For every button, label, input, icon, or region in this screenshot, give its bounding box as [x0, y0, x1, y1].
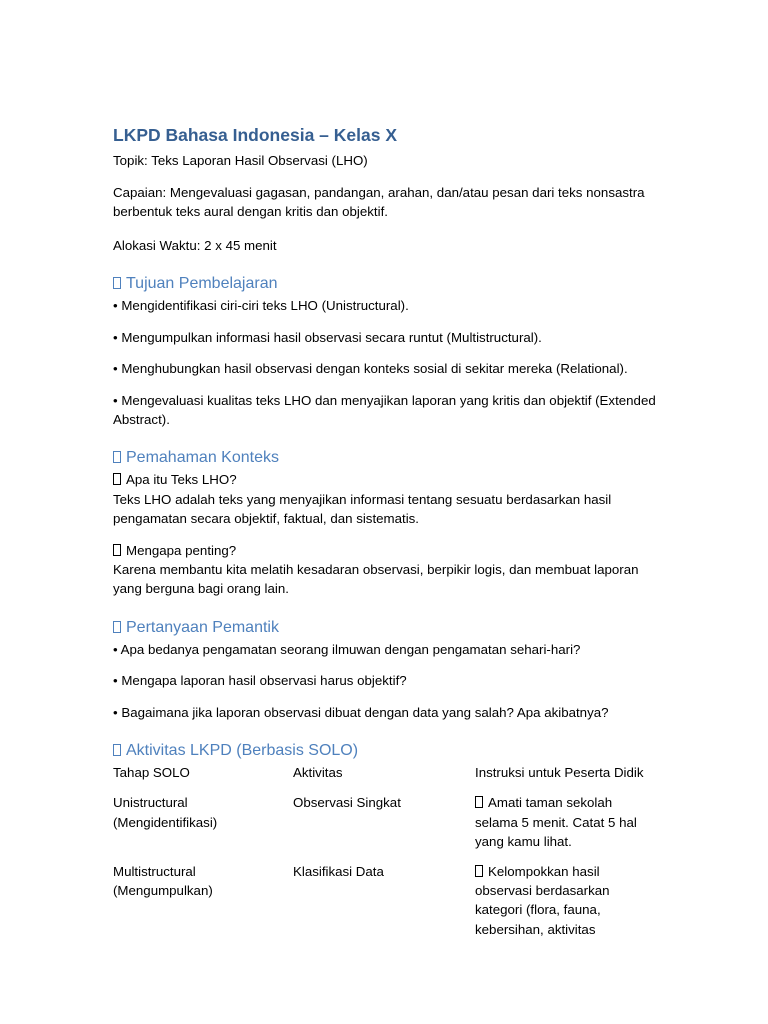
table-cell-aktivitas: Klasifikasi Data [293, 863, 384, 879]
placeholder-glyph-icon [475, 865, 483, 877]
table-cell-aktivitas: Observasi Singkat [293, 795, 401, 811]
placeholder-glyph-icon [113, 473, 121, 485]
pemantik-list [113, 640, 658, 723]
section-heading-aktivitas-label: Aktivitas LKPD (Berbasis SOLO) [126, 742, 359, 760]
list-item: • Bagaimana jika laporan observasi dibuat dengan data yang salah? Apa akibatnya? [113, 704, 609, 720]
table-header-cell: Aktivitas [293, 765, 343, 781]
aktivitas-table [107, 763, 651, 950]
section-heading-pemantik [113, 618, 658, 638]
konteks-answer-2: Karena membantu kita melatih kesadaran observasi, berpikir logis, dan membuat laporan yang berguna bagi orang lain. [113, 562, 639, 597]
instruksi-text: Amati taman sekolah selama 5 menit. Catat 5 hal yang kamu lihat. [475, 795, 637, 849]
table-row [107, 793, 651, 862]
table-header-cell: Instruksi untuk Peserta Didik [475, 765, 644, 781]
list-item: • Apa bedanya pengamatan seorang ilmuwan dengan pengamatan sehari-hari? [113, 641, 581, 657]
table-row [107, 862, 651, 950]
list-item: • Mengapa laporan hasil observasi harus objektif? [113, 673, 407, 689]
document-title: LKPD Bahasa Indonesia – Kelas X [113, 125, 397, 145]
konteks-question-2-label: Mengapa penting? [126, 542, 237, 558]
section-heading-konteks [113, 448, 658, 468]
placeholder-glyph-icon [113, 744, 121, 756]
konteks-answer-1: Teks LHO adalah teks yang menyajikan informasi tentang sesuatu berdasarkan hasil pengamatan secara objektif, faktual, dan sistematis. [113, 491, 612, 526]
list-item: • Mengidentifikasi ciri-ciri teks LHO (Unistructural). [113, 297, 409, 313]
placeholder-glyph-icon [113, 544, 121, 556]
konteks-question-1 [113, 470, 658, 489]
table-cell-tahap [107, 862, 287, 950]
tahap-desc: (Mengumpulkan) [113, 883, 213, 899]
konteks-question-1-label: Apa itu Teks LHO? [126, 472, 237, 488]
placeholder-glyph-icon [475, 796, 483, 808]
instruksi-text: Kelompokkan hasil observasi berdasarkan kategori (flora, fauna, kebersihan, aktivitas [475, 863, 610, 937]
table-cell-tahap [107, 793, 287, 862]
table-header-cell: Tahap SOLO [113, 765, 190, 781]
placeholder-glyph-icon [113, 621, 121, 633]
tahap-name: Unistructural [113, 795, 188, 811]
table-cell-instruksi [469, 793, 651, 862]
section-heading-pemantik-label: Pertanyaan Pemantik [126, 618, 279, 636]
placeholder-glyph-icon [113, 277, 121, 289]
list-item: • Mengevaluasi kualitas teks LHO dan menyajikan laporan yang kritis dan objektif (Extended Abstract). [113, 392, 656, 428]
table-cell-instruksi [469, 862, 651, 950]
topic-text: Topik: Teks Laporan Hasil Observasi (LHO) [113, 153, 368, 168]
konteks-question-2 [113, 541, 658, 560]
alokasi-text: Alokasi Waktu: 2 x 45 menit [113, 237, 277, 253]
tahap-desc: (Mengidentifikasi) [113, 814, 218, 830]
section-heading-tujuan-label: Tujuan Pembelajaran [126, 274, 278, 292]
tujuan-list [113, 296, 658, 430]
section-heading-tujuan [113, 274, 658, 294]
section-heading-konteks-label: Pemahaman Konteks [126, 449, 279, 467]
table-header-row [107, 763, 651, 793]
capaian-text: Capaian: Mengevaluasi gagasan, pandangan, arahan, dan/atau pesan dari teks nonsastra berbentuk teks aural dengan kritis dan objektif. [113, 185, 645, 220]
section-heading-aktivitas [113, 741, 658, 761]
placeholder-glyph-icon [113, 451, 121, 463]
list-item: • Menghubungkan hasil observasi dengan konteks sosial di sekitar mereka (Relational). [113, 361, 628, 377]
list-item: • Mengumpulkan informasi hasil observasi secara runtut (Multistructural). [113, 329, 542, 345]
tahap-name: Multistructural [113, 863, 196, 879]
